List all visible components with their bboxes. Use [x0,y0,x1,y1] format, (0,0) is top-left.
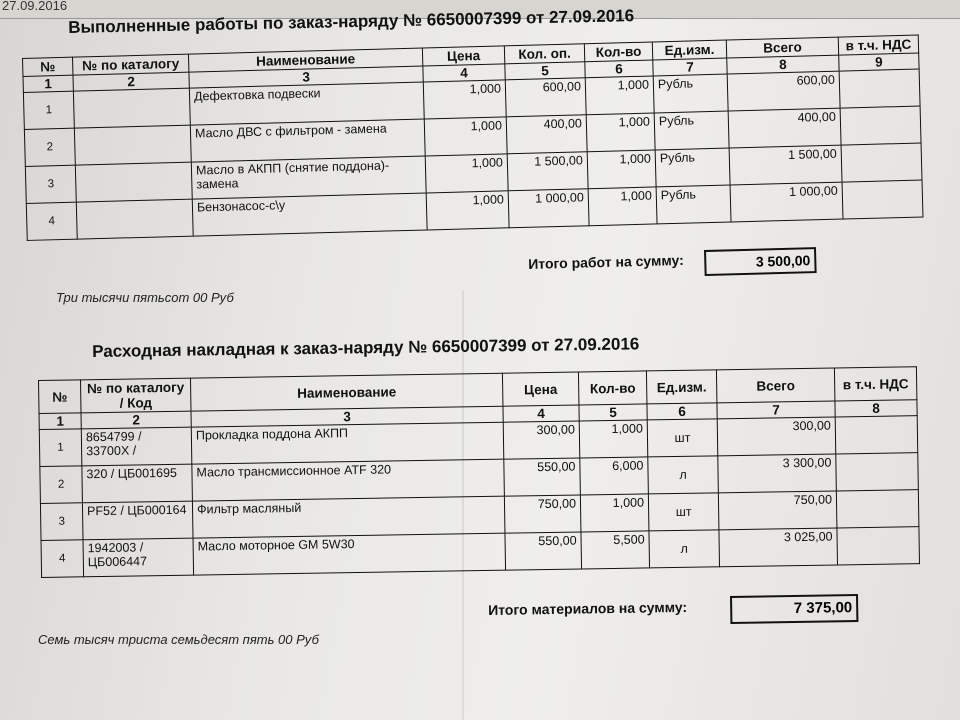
works-row-total: 1 000,00 [730,182,843,222]
works-row-ops: 1 000,00 [508,189,589,228]
materials-row-vat [836,453,919,491]
works-col-number: 9 [839,53,919,71]
materials-row-total: 750,00 [718,491,837,530]
works-row-qty: 1,000 [586,113,655,152]
works-col-header: Ед.изм. [652,40,726,60]
works-col-header: № [23,57,73,76]
works-row-catalog [75,162,192,202]
works-total-value: 3 500,00 [704,247,817,276]
works-row-ops: 1 500,00 [507,152,588,191]
materials-total-value: 7 375,00 [730,594,858,624]
works-row-price: 1,000 [424,117,507,156]
materials-row-total: 3 300,00 [718,454,837,493]
materials-row-qty: 1,000 [579,420,648,458]
works-col-header: Цена [422,46,504,66]
works-row-vat [842,180,923,219]
works-total-label: Итого работ на сумму: [528,251,684,272]
materials-row-code: 320 / ЦБ001695 [82,464,193,503]
works-row-total: 600,00 [727,71,840,111]
works-row-total: 400,00 [728,108,841,148]
materials-col-header: Ед.изм. [646,370,717,404]
materials-col-number: 5 [579,404,647,421]
works-row-price: 1,000 [426,191,509,230]
materials-row-price: 550,00 [504,458,581,496]
works-row-no: 2 [24,128,75,166]
works-col-header: в т.ч. НДС [838,35,918,55]
works-row-no: 3 [25,165,76,203]
works-row-vat [839,69,920,108]
works-row-price: 1,000 [425,154,508,193]
materials-row-qty: 6,000 [580,457,649,495]
materials-row-unit: л [649,530,720,568]
works-col-number: 8 [727,55,839,74]
materials-col-number: 2 [81,411,191,429]
works-row-unit: Рубль [656,185,731,224]
works-col-number: 7 [653,58,727,76]
materials-col-header: Всего [716,368,835,403]
works-row-total: 1 500,00 [729,145,842,185]
works-row-unit: Рубль [654,111,729,150]
materials-row-name: Фильтр масляный [192,496,505,538]
works-amount-words: Три тысячи пятьсот 00 Руб [56,290,234,305]
materials-row-vat [835,416,918,454]
materials-col-header: Кол-во [578,371,647,405]
materials-row-unit: шт [648,493,719,531]
works-row-qty: 1,000 [588,187,657,226]
materials-row-vat [837,527,920,565]
materials-col-header: Цена [502,372,579,406]
works-row-unit: Рубль [655,148,730,187]
materials-row-unit: шт [647,419,718,457]
works-row-name: Дефектовка подвески [189,82,424,125]
works-col-header: Кол. оп. [504,44,584,64]
works-row-qty: 1,000 [587,150,656,189]
materials-col-number: 6 [647,403,717,420]
works-row-name: Масло ДВС с фильтром - замена [190,119,425,162]
materials-col-header: в т.ч. НДС [834,367,917,401]
materials-row-name: Масло моторное GM 5W30 [193,533,506,575]
works-col-number: 3 [189,66,423,88]
materials-col-header: № по каталогу / Код [81,378,192,413]
works-col-header: № по каталогу [72,54,188,75]
materials-col-number: 7 [717,401,835,419]
works-col-header: Кол-во [584,42,652,62]
materials-total-label: Итого материалов на сумму: [488,598,688,618]
materials-row-unit: л [648,456,719,494]
works-col-number: 2 [73,72,189,91]
materials-row-no: 2 [40,466,83,504]
works-row-catalog [74,125,191,165]
materials-row-no: 4 [41,540,84,578]
materials-row-code: PF52 / ЦБ000164 [82,501,193,540]
works-row-vat [840,106,921,145]
top-date: 27.09.2016 [2,0,68,13]
materials-row-name: Масло трансмиссионное ATF 320 [192,459,505,501]
works-row-name: Бензонасос-с\у [192,193,427,236]
works-col-number: 1 [23,75,73,92]
materials-row-no: 3 [40,503,83,541]
works-row-name: Масло в АКПП (снятие поддона)- замена [191,156,426,199]
materials-row-price: 300,00 [503,421,580,459]
works-col-number: 5 [505,62,585,80]
materials-col-number: 1 [39,413,81,430]
materials-row-vat [836,490,919,528]
works-row-ops: 400,00 [506,115,587,154]
works-row-catalog [73,88,190,128]
works-col-number: 6 [585,60,653,78]
works-col-header: Наименование [188,48,422,72]
materials-col-header: Наименование [190,373,502,411]
works-row-no: 1 [23,91,74,129]
materials-row-no: 1 [39,429,82,467]
materials-row-total: 300,00 [717,417,836,456]
works-row-vat [841,143,922,182]
materials-row-price: 550,00 [505,532,582,570]
works-col-header: Всего [726,37,838,58]
works-row-ops: 600,00 [505,78,586,117]
works-table [22,35,923,241]
materials-col-number: 8 [835,400,917,417]
materials-amount-words: Семь тысяч триста семьдесят пять 00 Руб [38,632,319,647]
materials-col-number: 4 [503,405,579,422]
works-row-qty: 1,000 [585,76,654,115]
materials-row-code: 1942003 / ЦБ006447 [83,538,194,577]
works-row-catalog [76,199,193,239]
materials-row-qty: 5,500 [581,531,650,569]
works-col-number: 4 [423,64,505,82]
materials-row-code: 8654799 / 33700X / [81,427,192,466]
materials-row-total: 3 025,00 [719,528,838,567]
materials-title: Расходная накладная к заказ-наряду № 6650007399 от 27.09.2016 [92,334,640,361]
materials-table [38,366,920,578]
materials-row-qty: 1,000 [580,494,649,532]
materials-row-price: 750,00 [504,495,581,533]
materials-col-number: 3 [191,406,503,427]
materials-row-name: Прокладка поддона АКПП [191,422,504,464]
works-row-no: 4 [26,202,77,240]
works-title: Выполненные работы по заказ-наряду № 6650007399 от 27.09.2016 [68,6,635,37]
materials-col-header: № [39,380,82,414]
works-row-unit: Рубль [653,74,728,113]
works-row-price: 1,000 [423,80,506,119]
